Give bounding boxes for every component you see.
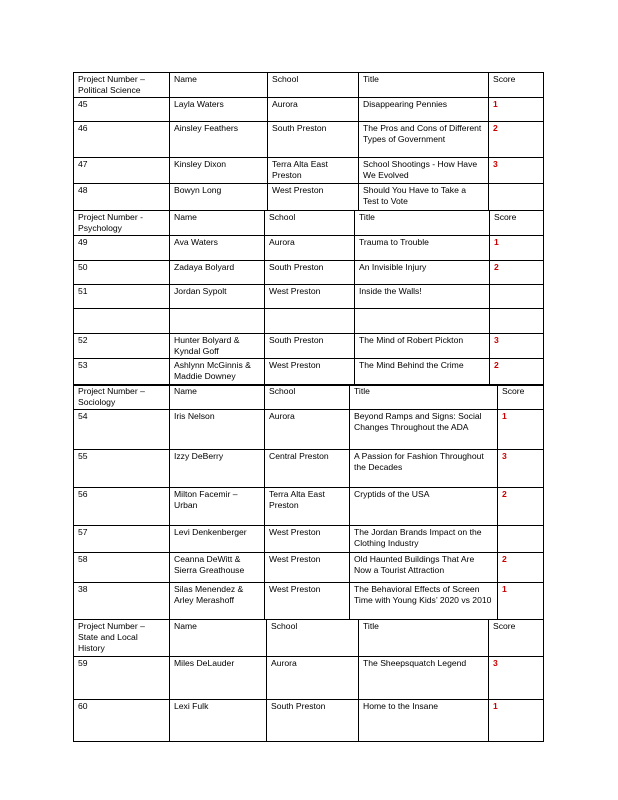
score-header: Score <box>489 73 544 98</box>
title-cell: The Behavioral Effects of Screen Time with Young Kids’ 2020 vs 2010 <box>350 583 498 620</box>
table-row <box>74 700 544 742</box>
title-cell: The Jordan Brands Impact on the Clothing Industry <box>350 526 498 553</box>
score-cell <box>489 184 544 211</box>
name-cell: Izzy DeBerry <box>170 450 265 488</box>
name-cell: Silas Menendez & Arley Merashoff <box>170 583 265 620</box>
title-cell: The Mind of Robert Pickton <box>355 334 490 359</box>
table-row <box>74 309 544 334</box>
name-cell: Levi Denkenberger <box>170 526 265 553</box>
project-number-cell: 50 <box>74 261 170 285</box>
project-number-cell: 55 <box>74 450 170 488</box>
table-row <box>74 334 544 359</box>
project-number-cell: 52 <box>74 334 170 359</box>
title-cell: An Invisible Injury <box>355 261 490 285</box>
table-header-row <box>74 385 544 410</box>
school-header: School <box>267 620 359 657</box>
title-header: Title <box>359 620 489 657</box>
score-header: Score <box>498 385 544 410</box>
score-cell: 3 <box>490 334 544 359</box>
school-cell: West Preston <box>265 359 355 386</box>
score-cell: 1 <box>489 700 544 742</box>
table-row <box>74 488 544 526</box>
score-cell: 1 <box>498 410 544 450</box>
title-cell: Beyond Ramps and Signs: Social Changes Throughout the ADA <box>350 410 498 450</box>
table-row <box>74 359 544 386</box>
name-cell: Ainsley Feathers <box>170 122 268 158</box>
table-row <box>74 184 544 211</box>
score-cell: 2 <box>489 122 544 158</box>
school-cell: West Preston <box>265 583 350 620</box>
score-cell <box>490 285 544 309</box>
title-cell: The Mind Behind the Crime <box>355 359 490 386</box>
table-row <box>74 450 544 488</box>
project-number-cell: 51 <box>74 285 170 309</box>
political-science-table <box>73 72 544 211</box>
project-number-cell: 47 <box>74 158 170 184</box>
title-cell: Trauma to Trouble <box>355 236 490 261</box>
school-cell: Aurora <box>268 98 359 122</box>
school-cell: West Preston <box>268 184 359 211</box>
table-header-row <box>74 211 544 236</box>
name-header: Name <box>170 385 265 410</box>
project-number-cell: 59 <box>74 657 170 700</box>
name-cell: Lexi Fulk <box>170 700 267 742</box>
name-cell: Hunter Bolyard & Kyndal Goff <box>170 334 265 359</box>
table-header-row <box>74 73 544 98</box>
name-header: Name <box>170 620 267 657</box>
name-cell: Ava Waters <box>170 236 265 261</box>
title-cell <box>355 309 490 334</box>
project-number-cell: 56 <box>74 488 170 526</box>
title-cell: Disappearing Pennies <box>359 98 489 122</box>
score-cell: 1 <box>498 583 544 620</box>
school-cell: Central Preston <box>265 450 350 488</box>
school-cell: Terra Alta East Preston <box>268 158 359 184</box>
score-cell: 2 <box>490 359 544 386</box>
table-row <box>74 236 544 261</box>
psychology-table <box>73 210 544 386</box>
school-cell: South Preston <box>268 122 359 158</box>
title-cell: Cryptids of the USA <box>350 488 498 526</box>
table-header-row <box>74 620 544 657</box>
name-cell: Bowyn Long <box>170 184 268 211</box>
score-header: Score <box>490 211 544 236</box>
project-number-cell: 49 <box>74 236 170 261</box>
school-cell: South Preston <box>265 261 355 285</box>
school-cell <box>265 309 355 334</box>
school-cell: Aurora <box>265 410 350 450</box>
project-number-header: Project Number – Political Science <box>74 73 170 98</box>
school-header: School <box>265 385 350 410</box>
school-cell: Aurora <box>265 236 355 261</box>
name-cell: Zadaya Bolyard <box>170 261 265 285</box>
title-header: Title <box>359 73 489 98</box>
project-number-cell: 53 <box>74 359 170 386</box>
project-number-cell: 58 <box>74 553 170 583</box>
school-cell: Aurora <box>267 657 359 700</box>
name-cell: Miles DeLauder <box>170 657 267 700</box>
name-cell <box>170 309 265 334</box>
title-cell: School Shootings - How Have We Evolved <box>359 158 489 184</box>
score-cell <box>490 309 544 334</box>
school-cell: West Preston <box>265 285 355 309</box>
title-cell: Home to the Insane <box>359 700 489 742</box>
table-row <box>74 553 544 583</box>
score-cell: 3 <box>498 450 544 488</box>
title-cell: The Pros and Cons of Different Types of Government <box>359 122 489 158</box>
table-row <box>74 98 544 122</box>
table-row <box>74 583 544 620</box>
school-cell: West Preston <box>265 553 350 583</box>
state-local-history-table <box>73 619 544 742</box>
name-cell: Jordan Sypolt <box>170 285 265 309</box>
name-cell: Milton Facemir – Urban <box>170 488 265 526</box>
project-number-cell: 45 <box>74 98 170 122</box>
name-header: Name <box>170 211 265 236</box>
score-cell: 3 <box>489 657 544 700</box>
name-cell: Iris Nelson <box>170 410 265 450</box>
project-number-cell: 48 <box>74 184 170 211</box>
table-row <box>74 657 544 700</box>
title-cell: The Sheepsquatch Legend <box>359 657 489 700</box>
score-cell <box>498 526 544 553</box>
table-row <box>74 261 544 285</box>
project-number-cell: 57 <box>74 526 170 553</box>
score-cell: 1 <box>490 236 544 261</box>
name-cell: Layla Waters <box>170 98 268 122</box>
score-cell: 3 <box>489 158 544 184</box>
school-cell: West Preston <box>265 526 350 553</box>
score-cell: 2 <box>498 488 544 526</box>
school-cell: South Preston <box>265 334 355 359</box>
project-number-cell: 60 <box>74 700 170 742</box>
school-header: School <box>265 211 355 236</box>
title-header: Title <box>350 385 498 410</box>
project-number-header: Project Number – Sociology <box>74 385 170 410</box>
project-number-cell <box>74 309 170 334</box>
score-cell: 2 <box>490 261 544 285</box>
project-number-header: Project Number - Psychology <box>74 211 170 236</box>
name-cell: Ashlynn McGinnis & Maddie Downey <box>170 359 265 386</box>
project-number-cell: 38 <box>74 583 170 620</box>
title-cell: Old Haunted Buildings That Are Now a Tourist Attraction <box>350 553 498 583</box>
table-row <box>74 158 544 184</box>
name-header: Name <box>170 73 268 98</box>
sociology-table <box>73 384 544 620</box>
table-row <box>74 285 544 309</box>
project-number-header: Project Number – State and Local History <box>74 620 170 657</box>
title-cell: A Passion for Fashion Throughout the Decades <box>350 450 498 488</box>
score-cell: 1 <box>489 98 544 122</box>
name-cell: Ceanna DeWitt & Sierra Greathouse <box>170 553 265 583</box>
title-cell: Should You Have to Take a Test to Vote <box>359 184 489 211</box>
project-number-cell: 54 <box>74 410 170 450</box>
table-row <box>74 526 544 553</box>
project-number-cell: 46 <box>74 122 170 158</box>
title-header: Title <box>355 211 490 236</box>
title-cell: Inside the Walls! <box>355 285 490 309</box>
school-cell: South Preston <box>267 700 359 742</box>
name-cell: Kinsley Dixon <box>170 158 268 184</box>
score-header: Score <box>489 620 544 657</box>
table-row <box>74 410 544 450</box>
school-cell: Terra Alta East Preston <box>265 488 350 526</box>
score-cell: 2 <box>498 553 544 583</box>
table-row <box>74 122 544 158</box>
school-header: School <box>268 73 359 98</box>
